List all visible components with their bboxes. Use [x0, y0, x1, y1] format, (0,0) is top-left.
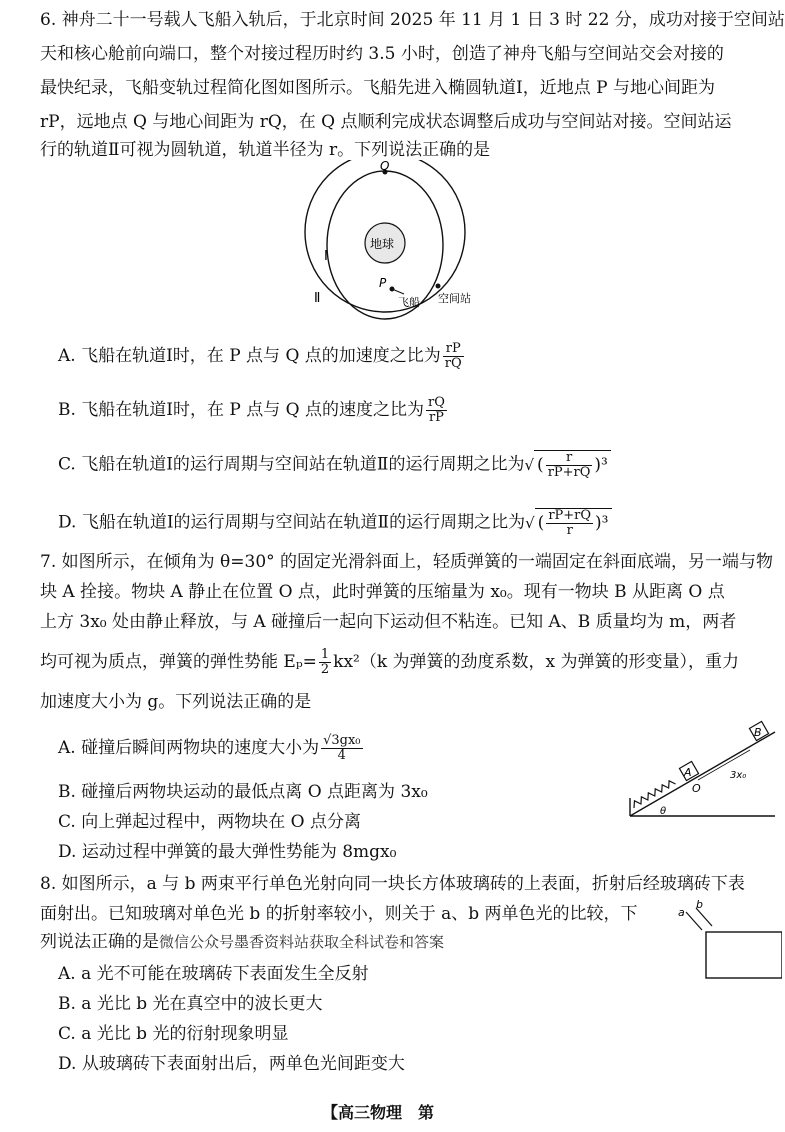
incline-line: [630, 732, 775, 816]
watermark-text: 微信公众号墨香资料站获取全科试卷和答案: [159, 933, 445, 951]
q6-option-b: [58, 396, 449, 425]
q6-option-b-fraction: [426, 396, 447, 425]
q6-d-power: )³: [595, 513, 609, 533]
q7-option-a-fraction: [321, 734, 362, 763]
q6-b-den: rP: [428, 410, 444, 425]
q7-line-3: 上方 3x₀ 处由静止释放，与 A 碰撞后一起向下运动但不粘连。已知 A、B 质量均为 m，两者: [40, 612, 737, 632]
q8-option-d: D. 从玻璃砖下表面射出后，两单色光间距变大: [58, 1054, 405, 1074]
q6-option-d: [58, 508, 612, 538]
q7-half-fraction: [319, 648, 331, 677]
block-a-label: A: [684, 766, 692, 779]
orbit-diagram: [300, 160, 520, 320]
incline-diagram: [620, 718, 780, 828]
q7-line-4b: kx²（k 为弹簧的劲度系数，x 为弹簧的形变量），重力: [333, 652, 740, 672]
q6-option-d-text: D. 飞船在轨道Ⅰ的运行周期与空间站在轨道Ⅱ的运行周期之比为: [58, 512, 526, 533]
q7-line-1: 7. 如图所示，在倾角为 θ=30° 的固定光滑斜面上，轻质弹簧的一端固定在斜面底端，另一端与物: [40, 552, 774, 572]
q8-option-b: B. a 光比 b 光在真空中的波长更大: [58, 994, 323, 1014]
q6-d-fraction: [546, 509, 593, 538]
q7-line-2: 块 A 拴接。物块 A 静止在位置 O 点，此时弹簧的压缩量为 x₀。现有一物块 B 从距离 O 点: [40, 582, 725, 602]
point-q-label: Q: [380, 160, 390, 173]
q6-b-num: rQ: [428, 395, 445, 410]
q7-option-d: D. 运动过程中弹簧的最大弹性势能为 8mgx₀: [58, 842, 397, 862]
q7-half-num: 1: [320, 647, 330, 662]
sqrt-icon: √: [525, 514, 535, 532]
point-o-label: O: [692, 782, 701, 795]
q6-option-a-fraction: [443, 342, 464, 371]
q6-line-1: 6. 神舟二十一号载人飞船入轨后，于北京时间 2025 年 11 月 1 日 3 时 22 分，成功对接于空间站: [40, 10, 785, 30]
q7-a-den: 4: [337, 748, 346, 763]
q8-line-1: 8. 如图所示，a 与 b 两束平行单色光射向同一块长方体玻璃砖的上表面，折射后经玻璃砖下表: [40, 874, 745, 894]
q6-a-den: rQ: [444, 356, 462, 371]
ray-a: [686, 912, 702, 930]
q6-a-num: rP: [443, 342, 464, 357]
q8-line-2: 面射出。已知玻璃对单色光 b 的折射率较小，则关于 a、b 两单色光的比较，下: [40, 904, 638, 924]
q6-line-5: 行的轨道Ⅱ可视为圆轨道，轨道半径为 r。下列说法正确的是: [40, 140, 491, 160]
ship-label: 飞船: [398, 296, 420, 309]
q8-line-3a: 列说法正确的是: [40, 932, 159, 952]
q6-c-fraction: [546, 451, 593, 480]
q8-line-3: [40, 930, 444, 954]
q7-line-4: [40, 648, 739, 677]
q7-line-5: 加速度大小为 g。下列说法正确的是: [40, 692, 312, 712]
q6-line-3: 最快纪录，飞船变轨过程简化图如图所示。飞船先进入椭圆轨道Ⅰ，近地点 P 与地心间距为: [40, 78, 715, 98]
q7-half-den: 2: [320, 662, 330, 677]
q6-c-num: r: [546, 451, 593, 466]
q6-option-a-text: A. 飞船在轨道Ⅰ时，在 P 点与 Q 点的加速度之比为: [58, 346, 441, 366]
q6-d-radicand: ( $\frac{rP+rQ}{r}$ )³: [535, 508, 612, 538]
ray-a-label: a: [678, 906, 685, 919]
glass-block: [706, 932, 782, 978]
q7-option-a-text: A. 碰撞后瞬间两物块的速度大小为: [58, 738, 320, 758]
q7-option-a: [58, 734, 365, 763]
q6-c-den: rP+rQ: [547, 465, 591, 480]
theta-label: θ: [660, 806, 667, 817]
q7-a-num: √3gx₀: [323, 733, 361, 748]
glass-block-diagram: [672, 900, 782, 980]
q6-line-4: rP，远地点 Q 与地心间距为 rQ，在 Q 点顺利完成状态调整后成功与空间站对接。空间站运: [40, 112, 732, 132]
distance-label: 3x₀: [730, 770, 747, 781]
q6-option-b-text: B. 飞船在轨道Ⅰ时，在 P 点与 Q 点的速度之比为: [58, 400, 425, 420]
q8-option-a: A. a 光不可能在玻璃砖下表面发生全反射: [58, 964, 369, 984]
orbit-2-label: Ⅱ: [314, 291, 321, 306]
q6-c-radicand: ( $\frac{r}{rP+rQ}$ )³: [534, 450, 611, 480]
orbit-1-label: Ⅰ: [324, 249, 328, 264]
ray-b-label: b: [696, 900, 703, 911]
q6-option-c: [58, 450, 611, 480]
ship-pointer: [392, 289, 404, 294]
q7-line-4a: 均可视为质点，弹簧的弹性势能 Eₚ=: [40, 652, 317, 672]
q8-option-c: C. a 光比 b 光的衍射现象明显: [58, 1024, 289, 1044]
page-footer: 【高三物理 第: [322, 1103, 435, 1122]
station-dot: [436, 284, 441, 289]
q7-option-b: B. 碰撞后两物块运动的最低点离 O 点距离为 3x₀: [58, 782, 428, 802]
q6-c-power: )³: [594, 455, 608, 475]
block-b-label: B: [754, 726, 762, 739]
q6-line-2: 天和核心舱前向端口，整个对接过程历时约 3.5 小时，创造了神舟飞船与空间站交会对接的: [40, 44, 724, 64]
q6-d-num: rP+rQ: [548, 508, 592, 523]
q6-d-den: r: [566, 523, 573, 538]
q7-option-c: C. 向上弹起过程中，两物块在 O 点分离: [58, 812, 361, 832]
q6-option-c-text: C. 飞船在轨道Ⅰ的运行周期与空间站在轨道Ⅱ的运行周期之比为: [58, 454, 525, 475]
point-p-label: P: [379, 276, 387, 290]
earth-label: 地球: [370, 237, 395, 251]
station-label: 空间站: [438, 292, 471, 305]
q6-option-a: [58, 342, 466, 371]
sqrt-icon: √: [524, 456, 535, 474]
